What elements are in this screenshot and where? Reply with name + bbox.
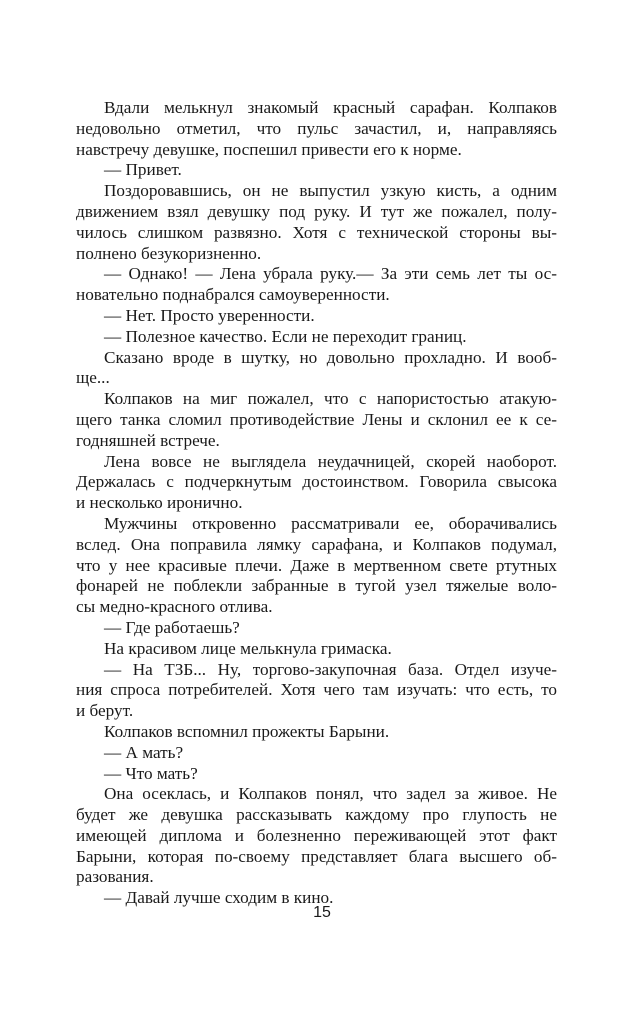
text-line: ще... bbox=[76, 368, 110, 388]
text-line: годняшней встрече. bbox=[76, 430, 220, 450]
text-line: Она осеклась, и Колпаков понял, что задел за живое. Не bbox=[104, 784, 557, 804]
text-line: Держалась с подчеркнутым достоинством. Говорила свысока bbox=[76, 472, 557, 492]
text-line: Колпаков вспомнил прожекты Барыни. bbox=[104, 721, 390, 741]
text-line: Поздоровавшись, он не выпустил узкую кисть, а одним bbox=[104, 181, 557, 201]
text-line: ния спроса потребителей. Хотя чего там изучать: что есть, то bbox=[76, 680, 557, 700]
text-line: — Что мать? bbox=[104, 763, 198, 783]
text-line: движением взял девушку под руку. И тут же пожалел, полу- bbox=[76, 201, 557, 221]
text-line: чилось слишком развязно. Хотя с технической стороны вы- bbox=[76, 222, 557, 242]
page-number: 15 bbox=[313, 904, 331, 921]
text-line: вслед. Она поправила лямку сарафана, и Колпаков подумал, bbox=[76, 534, 557, 554]
text-line: — Однако! — Лена убрала руку.— За эти семь лет ты ос- bbox=[104, 264, 557, 284]
text-line: — Привет. bbox=[104, 160, 182, 180]
text-line: Вдали мелькнул знакомый красный сарафан. Колпаков bbox=[104, 98, 557, 117]
text-line: разования. bbox=[76, 867, 154, 887]
text-line: Барыни, которая по-своему представляет блага высшего об- bbox=[76, 846, 557, 866]
text-line: и берут. bbox=[76, 701, 134, 721]
text-line: навстречу девушке, поспешил привести его к норме. bbox=[76, 139, 462, 159]
text-line: новательно поднабрался самоуверенности. bbox=[76, 285, 390, 305]
text-line: щего танка сломил противодействие Лены и склонил ее к се- bbox=[76, 409, 557, 429]
text-line: фонарей не поблекли забранные в тугой узел тяжелые воло- bbox=[76, 576, 557, 596]
text-line: Лена вовсе не выглядела неудачницей, скорей наоборот. bbox=[104, 451, 557, 471]
text-line: — Давай лучше сходим в кино. bbox=[104, 888, 334, 908]
text-line: — На ТЗБ... Ну, торгово-закупочная база. Отдел изуче- bbox=[104, 659, 557, 679]
text-line: полнено безукоризненно. bbox=[76, 243, 262, 263]
text-line: сы медно-красного отлива. bbox=[76, 597, 273, 617]
text-line: — Полезное качество. Если не переходит границ. bbox=[104, 326, 467, 346]
text-line: что у нее красивые плечи. Даже в мертвенном свете ртутных bbox=[76, 555, 557, 575]
text-line: Мужчины откровенно рассматривали ее, оборачивались bbox=[104, 513, 557, 533]
text-line: Сказано вроде в шутку, но довольно прохладно. И вооб- bbox=[104, 347, 557, 367]
text-line: — А мать? bbox=[104, 742, 184, 762]
text-line: Колпаков на миг пожалел, что с напористостью атакую- bbox=[104, 389, 557, 409]
text-line: недовольно отметил, что пульс зачастил, и, направляясь bbox=[76, 118, 557, 138]
text-line: На красивом лице мелькнула гримаска. bbox=[104, 638, 392, 658]
text-line: — Где работаешь? bbox=[104, 617, 240, 637]
text-line: — Нет. Просто уверенности. bbox=[104, 305, 315, 325]
text-line: и несколько иронично. bbox=[76, 493, 243, 513]
text-line: имеющей диплома и болезненно переживающей этот факт bbox=[76, 825, 557, 845]
text-line: будет же девушка рассказывать каждому про глупость не bbox=[76, 805, 557, 825]
body-text bbox=[76, 98, 557, 909]
